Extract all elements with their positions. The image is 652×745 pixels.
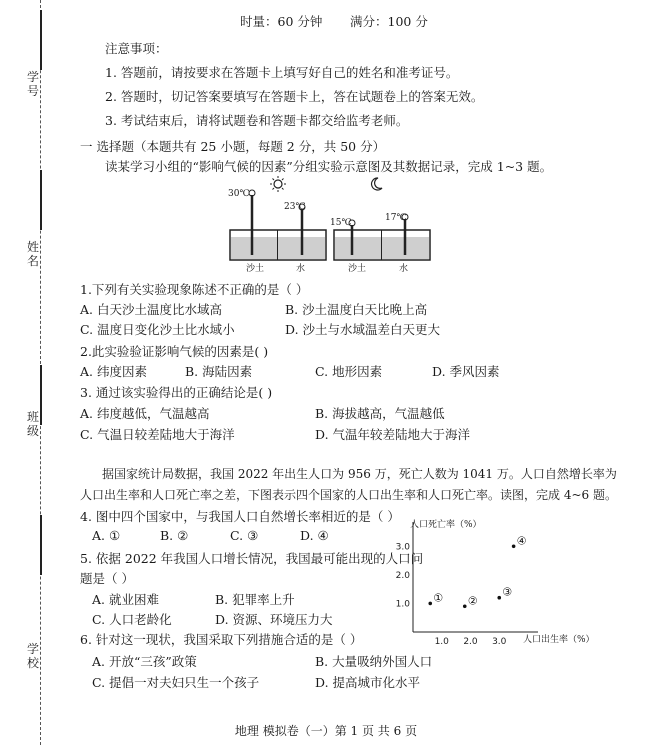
day-water-label: 水 [296,264,306,274]
night-sand-label: 沙土 [348,264,367,274]
q2-stem: 2.此实验验证影响气候的因素是( ) [80,344,269,359]
note-2: 2. 答题时，切记答案要填写在答题卡上，答在试题卷上的答案无效。 [105,89,484,104]
q5-option-c[interactable]: C. 人口老龄化 [92,612,172,627]
page-footer: 地理 模拟卷（一）第 1 页 共 6 页 [234,724,418,738]
q1-stem: 1.下列有关实验现象陈述不正确的是（ ） [80,282,309,297]
margin-label-class: 班级 [26,410,39,438]
q5-option-a[interactable]: A. 就业困难 [92,592,159,607]
data-point-label: ③ [502,585,513,599]
school-blank [40,515,42,575]
q4-option-b[interactable]: B. ② [160,528,189,543]
q2-option-d[interactable]: D. 季风因素 [432,364,500,379]
x-tick-label: 2.0 [463,637,478,647]
population-scatter-chart [395,512,600,652]
margin-label-number: 学号 [26,70,39,98]
q3-option-b[interactable]: B. 海拔越高，气温越低 [315,406,445,421]
y-tick-label: 2.0 [395,570,410,581]
x-tick-label: 3.0 [492,637,507,647]
data-point-label: ④ [516,534,527,548]
data-point-label: ① [433,591,444,605]
section-heading: 一 选择题（本题共有 25 小题，每题 2 分，共 50 分） [80,139,386,154]
night-water-temp: 17℃ [385,213,407,223]
margin-label-name: 姓名 [26,240,39,268]
x-tick-label: 1.0 [434,637,449,647]
q1-option-d[interactable]: D. 沙土与水域温差白天更大 [285,322,441,337]
chart-ticks [396,542,507,647]
night-water-label: 水 [399,264,409,274]
day-sand-label: 沙土 [246,264,265,274]
q6-option-a[interactable]: A. 开放“三孩”政策 [92,654,197,669]
passage-line-2: 人口出生率和人口死亡率之差，下图表示四个国家的人口出生率和人口死亡率。读图，完成 4~6 题。 [80,488,617,502]
name-blank [40,170,42,230]
section-intro: 读某学习小组的“影响气候的因素”分组实验示意图及其数据记录，完成 1~3 题。 [105,159,553,174]
data-point-label: ② [467,594,478,608]
night-sand-temp: 15℃ [330,218,352,228]
q2-option-b[interactable]: B. 海陆因素 [185,364,253,379]
q5-option-b[interactable]: B. 犯罪率上升 [215,592,295,607]
exam-time: 时量：60 分钟 [240,14,323,29]
q1-option-c[interactable]: C. 温度日变化沙土比水域小 [80,322,235,337]
number-blank [40,10,42,70]
note-1: 1. 答题前，请按要求在答题卡上填写好自己的姓名和准考证号。 [105,65,459,80]
q4-stem: 4. 图中四个国家中，与我国人口自然增长率相近的是（ ） [80,509,400,524]
q3-option-a[interactable]: A. 纬度越低，气温越高 [80,406,210,421]
q6-stem: 6. 针对这一现状，我国采取下列措施合适的是（ ） [80,632,363,647]
q3-option-c[interactable]: C. 气温日较差陆地大于海洋 [80,427,235,442]
y-tick-label: 1.0 [395,599,410,610]
passage-line-1: 据国家统计局数据，我国 2022 年出生人口为 956 万，死亡人数为 1041 万。人口自然增长率为 [102,467,617,481]
exam-score: 满分：100 分 [350,14,428,29]
data-point [428,602,432,606]
data-point [497,596,501,600]
q4-option-d[interactable]: D. ④ [300,528,329,543]
notes-title: 注意事项： [105,41,168,56]
margin-label-school: 学校 [26,642,39,670]
q3-stem: 3. 通过该实验得出的正确结论是( ) [80,385,273,400]
q2-option-c[interactable]: C. 地形因素 [315,364,383,379]
q6-option-b[interactable]: B. 大量吸纳外国人口 [315,654,433,669]
note-3: 3. 考试结束后，请将试题卷和答题卡都交给监考老师。 [105,113,409,128]
class-blank [40,365,42,425]
q4-option-a[interactable]: A. ① [92,528,121,543]
chart-points [428,534,526,608]
y-tick-label: 3.0 [395,542,410,553]
sun-icon [270,176,286,192]
data-point [463,604,467,608]
q2-option-a[interactable]: A. 纬度因素 [80,364,147,379]
q3-option-d[interactable]: D. 气温年较差陆地大于海洋 [315,427,471,442]
q1-option-b[interactable]: B. 沙土温度白天比晚上高 [285,302,428,317]
data-point [512,544,516,548]
q5-option-d[interactable]: D. 资源、环境压力大 [215,612,333,627]
experiment-figure [222,175,442,274]
day-tank [230,190,326,260]
q5-stem-line-2: 题是（ ） [80,571,134,586]
q1-option-a[interactable]: A. 白天沙土温度比水域高 [80,302,222,317]
q6-option-d[interactable]: D. 提高城市化水平 [315,675,421,690]
q6-option-c[interactable]: C. 提倡一对夫妇只生一个孩子 [92,675,260,690]
moon-icon [372,178,382,190]
q5-stem-line-1: 5. 依据 2022 年我国人口增长情况，我国最可能出现的人口问 [80,551,424,566]
day-sand-temp: 30℃ [228,189,250,199]
day-water-temp: 23℃ [284,202,306,212]
scatter-svg [395,512,600,652]
q4-option-c[interactable]: C. ③ [230,528,259,543]
chart-xlabel: 人口出生率（%） [523,635,595,645]
chart-ylabel: 人口死亡率（%） [410,520,482,530]
